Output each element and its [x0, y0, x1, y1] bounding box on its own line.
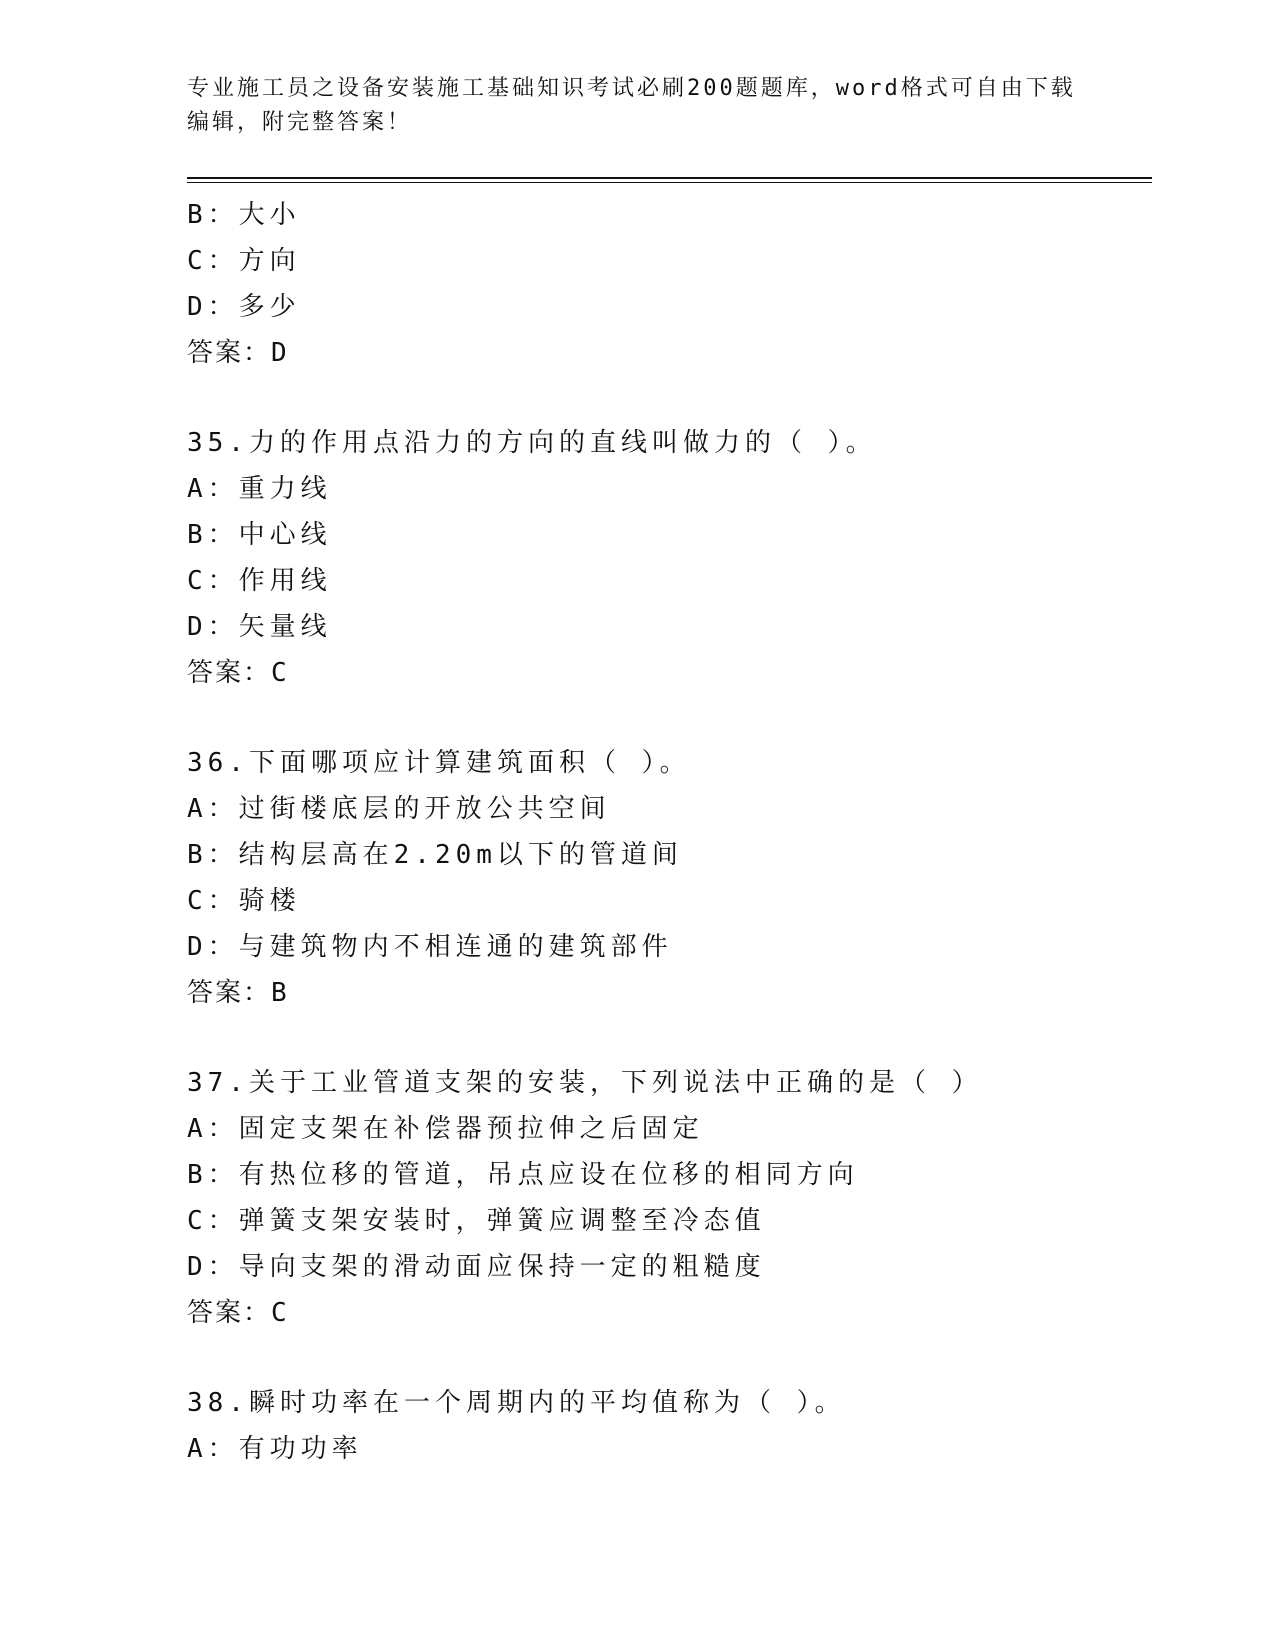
header-line-2: 编辑，附完整答案！: [187, 110, 413, 135]
option-b: B：大小: [187, 200, 301, 230]
question-stem: 37.关于工业管道支架的安装，下列说法中正确的是（ ）: [187, 1068, 983, 1098]
question-block-34: [187, 192, 1152, 376]
answer-line: 答案：C: [187, 658, 289, 688]
question-stem: 35.力的作用点沿力的方向的直线叫做力的（ ）。: [187, 428, 877, 458]
answer-line: 答案：D: [187, 338, 289, 368]
answer-line: 答案：B: [187, 978, 289, 1008]
question-block-38: [187, 1380, 1152, 1472]
header-divider-thin: [187, 182, 1152, 183]
question-list: [187, 192, 1152, 1472]
option-d: D：多少: [187, 292, 301, 322]
option-d: D：与建筑物内不相连通的建筑部件: [187, 932, 673, 962]
question-stem: 38.瞬时功率在一个周期内的平均值称为（ ）。: [187, 1388, 846, 1418]
option-b: B：有热位移的管道，吊点应设在位移的相同方向: [187, 1160, 859, 1190]
option-a: A：过街楼底层的开放公共空间: [187, 794, 611, 824]
option-d: D：导向支架的滑动面应保持一定的粗糙度: [187, 1252, 766, 1282]
question-stem: 36.下面哪项应计算建筑面积（ ）。: [187, 748, 691, 778]
option-c: C：弹簧支架安装时，弹簧应调整至冷态值: [187, 1206, 766, 1236]
question-block-35: [187, 420, 1152, 696]
option-c: C：骑楼: [187, 886, 301, 916]
option-c: C：作用线: [187, 566, 332, 596]
answer-line: 答案：C: [187, 1298, 289, 1328]
option-c: C：方向: [187, 246, 301, 276]
option-b: B：中心线: [187, 520, 332, 550]
document-header: [187, 72, 1076, 140]
question-block-37: [187, 1060, 1152, 1336]
question-block-36: [187, 740, 1152, 1016]
header-divider-thick: [187, 177, 1152, 179]
header-line-1: 专业施工员之设备安装施工基础知识考试必刷200题题库，word格式可自由下载: [187, 76, 1076, 101]
option-a: A：重力线: [187, 474, 332, 504]
option-a: A：有功功率: [187, 1434, 363, 1464]
option-a: A：固定支架在补偿器预拉伸之后固定: [187, 1114, 704, 1144]
option-d: D：矢量线: [187, 612, 332, 642]
option-b: B：结构层高在2.20m以下的管道间: [187, 840, 683, 870]
